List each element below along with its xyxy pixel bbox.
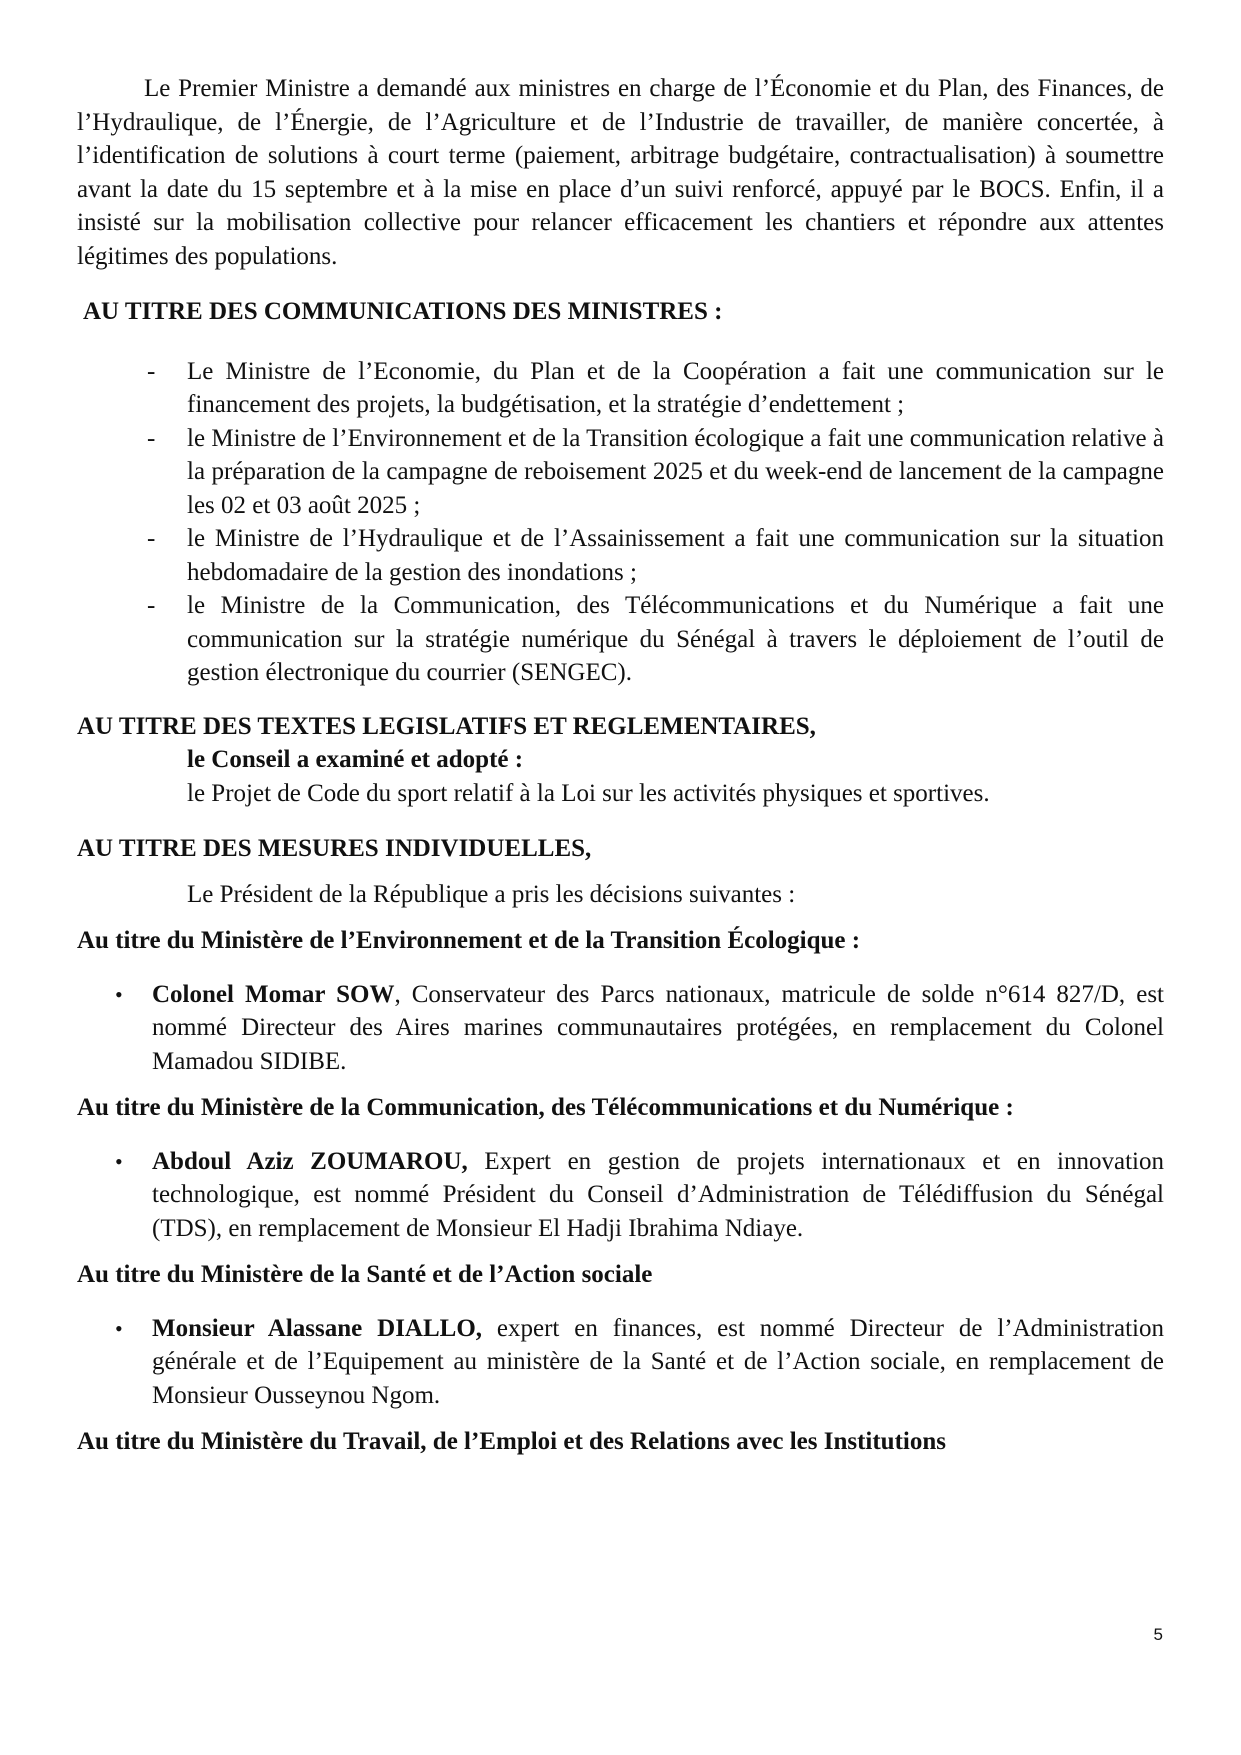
bullet-icon: • bbox=[115, 1148, 123, 1174]
nomination-text: Expert en gestion de projets internationaux et en innovation technologique, est nommé Président du Conseil d’Administration de Télédiffusion du Sénégal (TDS), en remplacement de Monsieur El Hadji Ibrahima Ndiaye. bbox=[152, 1147, 1164, 1242]
mesures-intro: Le Président de la République a pris les décisions suivantes : bbox=[187, 880, 796, 908]
dash-marker: - bbox=[147, 525, 156, 552]
textes-text: le Projet de Code du sport relatif à la Loi sur les activités physiques et sportives. bbox=[187, 779, 990, 807]
intro-paragraph: Le Premier Ministre a demandé aux ministres en charge de l’Économie et du Plan, des Finances, de l’Hydraulique, de l’Énergie, de l’Agriculture et de l’Industrie de travailler, de manière concertée, à l’identification de solutions à court terme (paiement, arbitrage budgétaire, contractualisation) à soumettre avant la date du 15 septembre et à la mise en place d’un suivi renforcé, appuyé par le BOCS. Enfin, il a insisté sur la mobilisation collective pour relancer efficacement les chantiers et répondre aux attentes légitimes des populations. bbox=[77, 75, 1164, 270]
nomination-list bbox=[77, 978, 1164, 1079]
communications-list bbox=[77, 355, 1164, 690]
nomination-text: , Conservateur des Parcs nationaux, matricule de solde n°614 827/D, est nommé Directeur des Aires marines communautaires protégées, en remplacement du Colonel Mamadou SIDIBE. bbox=[152, 980, 1164, 1075]
dash-marker: - bbox=[147, 357, 156, 385]
list-item bbox=[77, 422, 1164, 523]
nomination-item bbox=[77, 1312, 1164, 1413]
dash-marker: - bbox=[147, 424, 156, 452]
communications-heading: AU TITRE DES COMMUNICATIONS DES MINISTRES : bbox=[83, 298, 723, 325]
list-item-text: le Ministre de l’Hydraulique et de l’Assainissement a fait une communication sur la situation hebdomadaire de la gestion des inondations ; bbox=[187, 525, 1164, 586]
list-item bbox=[77, 355, 1164, 422]
bullet-icon: • bbox=[115, 981, 123, 1007]
nomination-item bbox=[77, 978, 1164, 1079]
list-item bbox=[77, 589, 1164, 690]
nominee-name: Abdoul Aziz ZOUMAROU, bbox=[152, 1147, 468, 1175]
bullet-icon: • bbox=[115, 1315, 123, 1341]
mesures-heading: AU TITRE DES MESURES INDIVIDUELLES, bbox=[77, 835, 592, 862]
list-item-text: le Ministre de l’Environnement et de la Transition écologique a fait une communication relative à la préparation de la campagne de reboisement 2025 et du week-end de lancement de la campagne les 02 et 03 août 2025 ; bbox=[187, 424, 1164, 519]
nomination-list bbox=[77, 1312, 1164, 1413]
ministry-heading: Au titre du Ministère de la Santé et de l’Action sociale bbox=[77, 1261, 653, 1288]
nomination-list bbox=[77, 1145, 1164, 1246]
list-item-text: le Ministre de la Communication, des Télécommunications et du Numérique a fait une communication sur la stratégie numérique du Sénégal à travers le déploiement de l’outil de gestion électronique du courrier (SENGEC). bbox=[187, 592, 1164, 686]
ministry-heading: Au titre du Ministère de l’Environnement et de la Transition Écologique : bbox=[77, 927, 861, 954]
nominee-name: Monsieur Alassane DIALLO, bbox=[152, 1314, 483, 1342]
textes-subheading: le Conseil a examiné et adopté : bbox=[187, 746, 524, 773]
nominee-name: Colonel Momar SOW bbox=[152, 980, 395, 1008]
list-item bbox=[77, 522, 1164, 589]
page-number: 5 bbox=[1153, 1625, 1163, 1644]
textes-heading: AU TITRE DES TEXTES LEGISLATIFS ET REGLEMENTAIRES, bbox=[77, 712, 816, 740]
nomination-item bbox=[77, 1145, 1164, 1246]
ministry-heading: Au titre du Ministère de la Communication, des Télécommunications et du Numérique : bbox=[77, 1094, 1014, 1121]
dash-marker: - bbox=[147, 592, 156, 619]
list-item-text: Le Ministre de l’Economie, du Plan et de la Coopération a fait une communication sur le financement des projets, la budgétisation, et la stratégie d’endettement ; bbox=[187, 357, 1164, 418]
nomination-text: expert en finances, est nommé Directeur de l’Administration générale et de l’Equipement au ministère de la Santé et de l’Action sociale, en remplacement de Monsieur Ousseynou Ngom. bbox=[152, 1314, 1164, 1409]
ministry-heading: Au titre du Ministère du Travail, de l’Emploi et des Relations avec les Institutions bbox=[77, 1428, 946, 1455]
